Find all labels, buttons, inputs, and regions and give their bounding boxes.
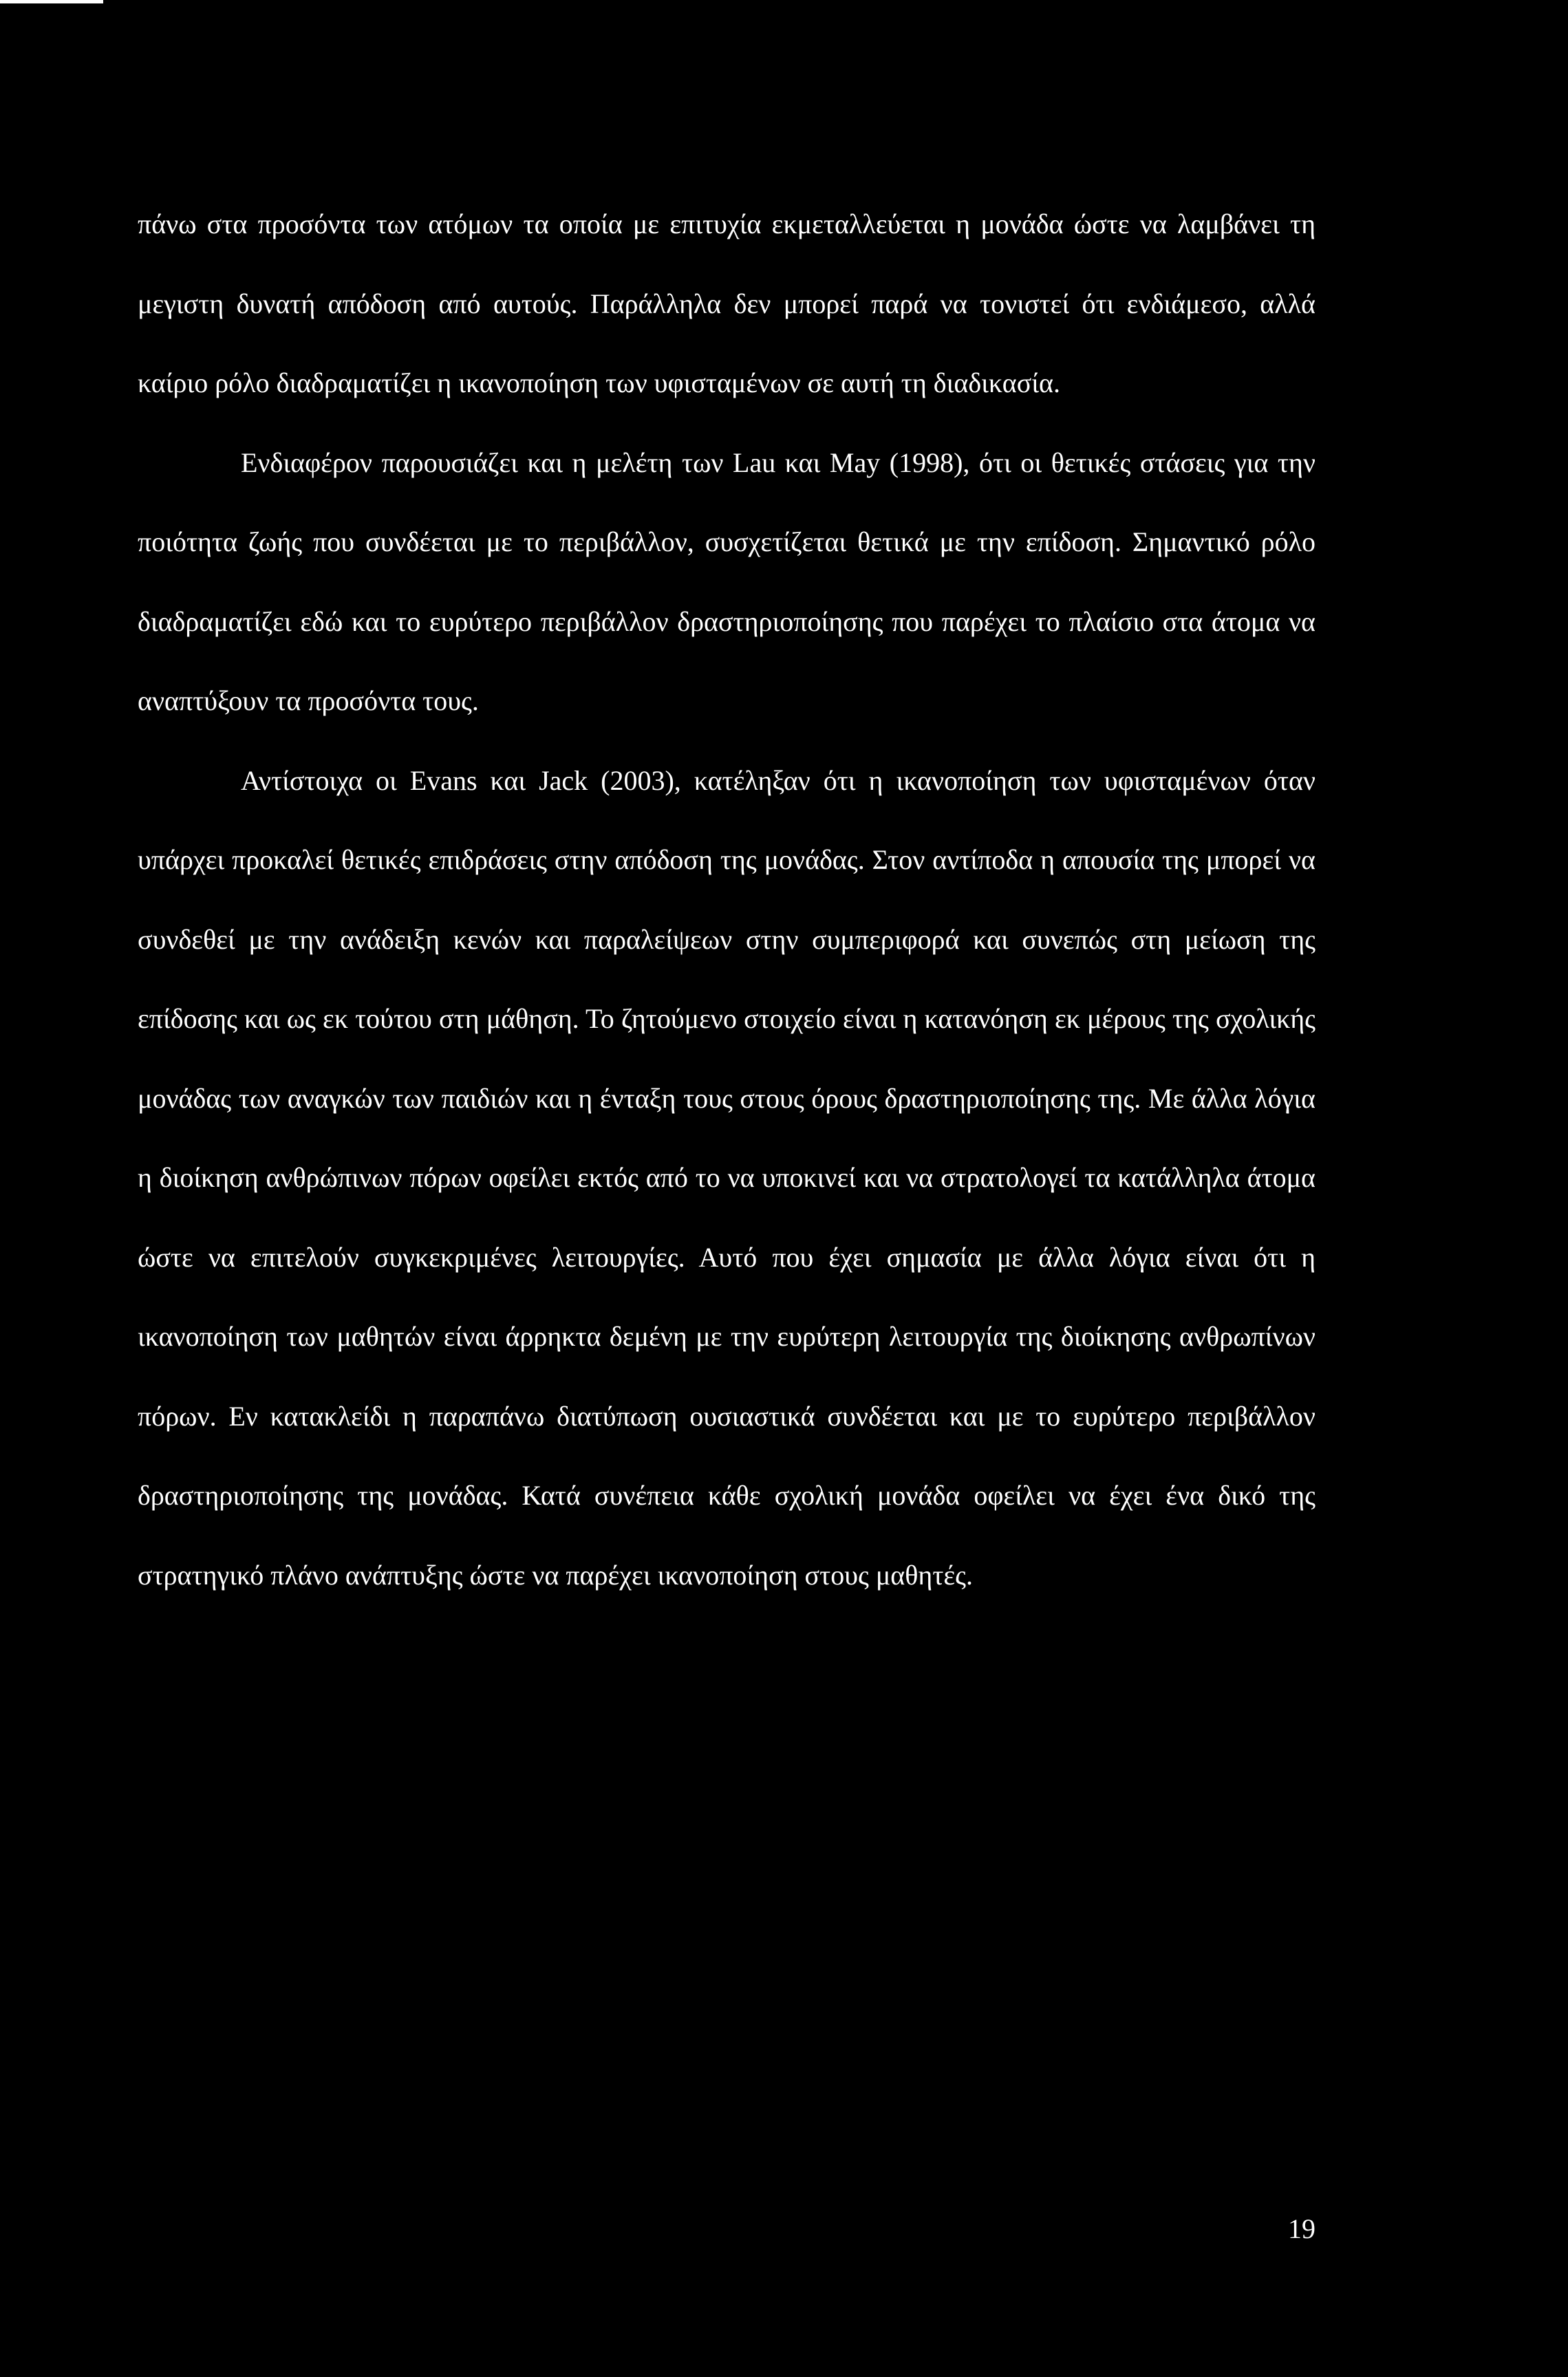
paragraph-lau-may: Ενδιαφέρον παρουσιάζει και η μελέτη των Lau και May (1998), ότι οι θετικές στάσεις για την ποιότητα ζωής που συνδέεται με το περιβάλλον, συσχετίζεται θετικά με την επίδοση. Σημαντικό ρόλο διαδραματίζει εδώ και το ευρύτερο περιβάλλον δραστηριοποίησης που παρέχει το πλαίσιο στα άτομα να αναπτύξουν τα προσόντα τους. [138,447,1315,716]
paragraph-continuation: πάνω στα προσόντα των ατόμων τα οποία με επιτυχία εκμεταλλεύεται η μονάδα ώστε να λαμβάνει τη μεγιστη δυνατή απόδοση από αυτούς. Παράλληλα δεν μπορεί παρά να τονιστεί ότι ενδιάμεσο, αλλά καίριο ρόλο διαδραματίζει η ικανοποίηση των υφισταμένων σε αυτή τη διαδικασία. [138,208,1315,398]
paragraph-evans-jack: Αντίστοιχα οι Evans και Jack (2003), κατέληξαν ότι η ικανοποίηση των υφισταμένων όταν υπάρχει προκαλεί θετικές επιδράσεις στην απόδοση της μονάδας. Στον αντίποδα η απουσία της μπορεί να συνδεθεί με την ανάδειξη κενών και παραλείψεων στην συμπεριφορά και συνεπώς στη μείωση της επίδοσης και ως εκ τούτου στη μάθηση. Το ζητούμενο στοιχείο είναι η κατανόηση εκ μέρους της σχολικής μονάδας των αναγκών των παιδιών και η ένταξη τους στους όρους δραστηριοποίησης της. Με άλλα λόγια η διοίκηση ανθρώπινων πόρων οφείλει εκτός από το να υποκινεί και να στρατολογεί τα κατάλληλα άτομα ώστε να επιτελούν συγκεκριμένες λειτουργίες. Αυτό που έχει σημασία με άλλα λόγια είναι ότι η ικανοποίηση των μαθητών είναι άρρηκτα δεμένη με την ευρύτερη λειτουργία της διοίκησης ανθρωπίνων πόρων. Εν κατακλείδι η παραπάνω διατύπωση ουσιαστικά συνδέεται και με το ευρύτερο περιβάλλον δραστηριοποίησης της μονάδας. Κατά συνέπεια κάθε σχολική μονάδα οφείλει να έχει ένα δικό της στρατηγικό πλάνο ανάπτυξης ώστε να παρέχει ικανοποίηση στους μαθητές. [138,764,1315,1591]
top-edge-rule [0,0,103,3]
body-text [138,184,1315,1615]
page-number: 19 [1288,2213,1315,2244]
